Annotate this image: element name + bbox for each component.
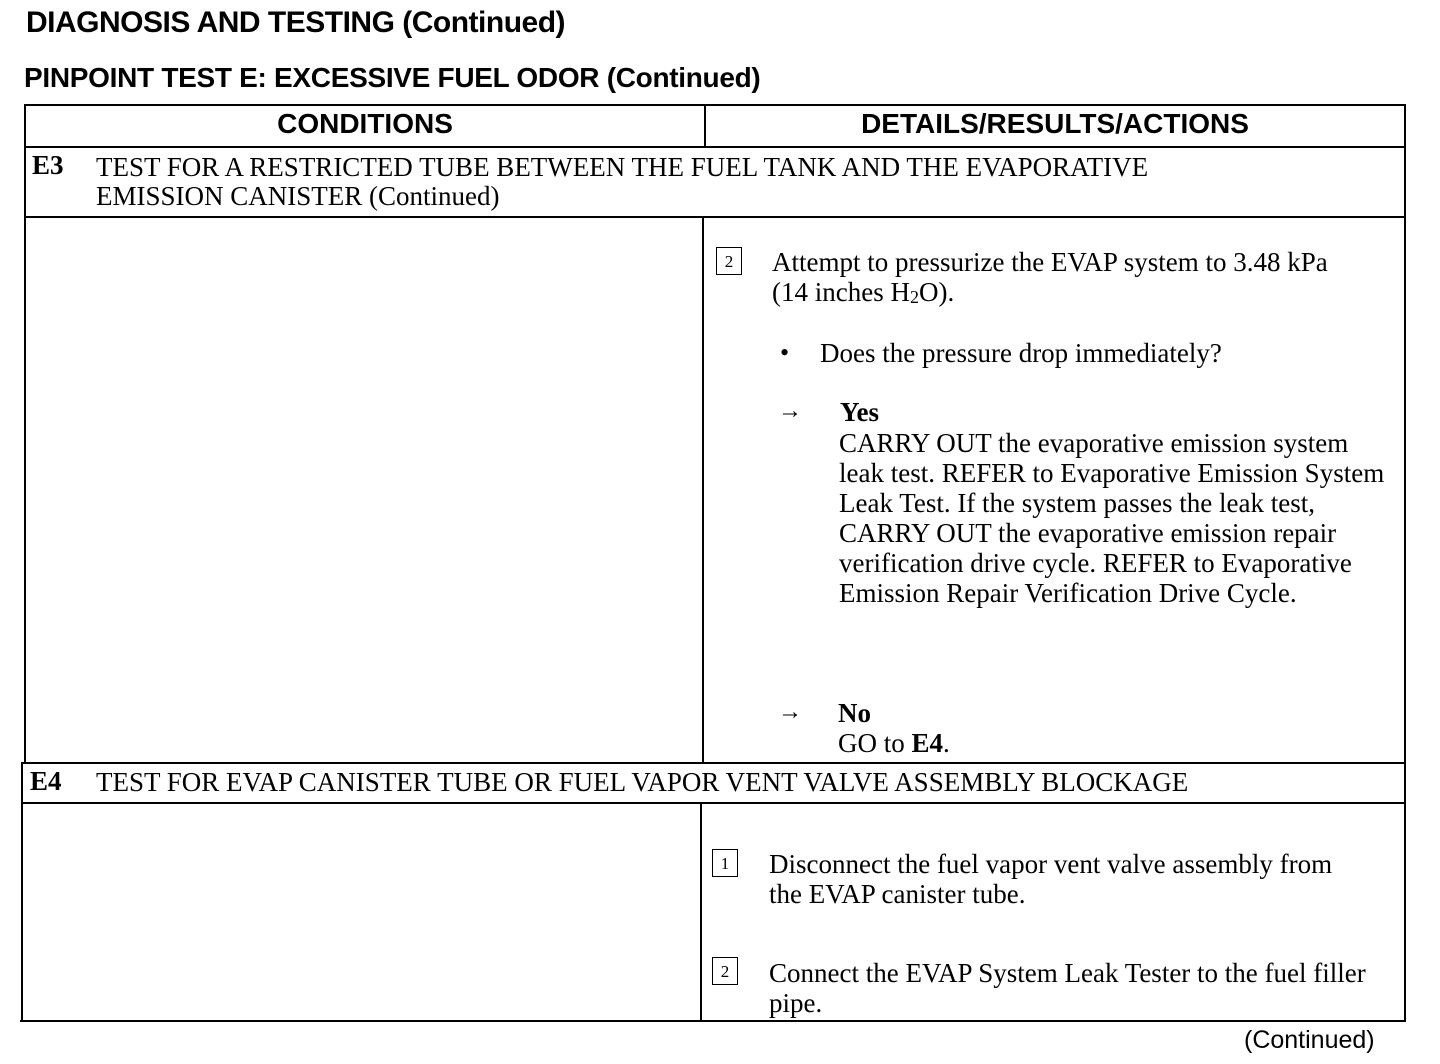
answer-yes-text: CARRY OUT the evaporative emission system leak test. REFER to Evaporative Emission System Leak Test. If the system passes the leak test, CARRY OUT the evaporative emission repair verification drive cycle. REFER to Evaporative Emission Repair Verification Drive Cycle. [839,428,1385,608]
answer-no-text [838,728,950,758]
e3-title-line-2: EMISSION CANISTER (Continued) [96,181,500,211]
table-top-border [24,104,1406,106]
table-bottom-border [20,1020,1404,1022]
e4-step-1-text: Disconnect the fuel vapor vent valve assembly from the EVAP canister tube. [769,849,1333,909]
e3-title-line-1: TEST FOR A RESTRICTED TUBE BETWEEN THE FUEL TANK AND THE EVAPORATIVE [96,152,1149,182]
e3-question: Does the pressure drop immediately? [820,338,1222,368]
e3-step-2-line-1: Attempt to pressurize the EVAP system to 3.48 kPa [772,247,1328,277]
go-to-reference: E4 [911,728,944,758]
pressure-text-end: O). [918,277,955,307]
step-number-box-2: 2 [716,247,742,275]
bullet-icon: • [780,338,790,367]
e3-step-2-line-2 [772,277,1402,312]
e3-column-divider [702,216,704,764]
header-bottom-border [24,146,1406,148]
table-left-border-upper [24,104,26,764]
e4-title: TEST FOR EVAP CANISTER TUBE OR FUEL VAPOR VENT VALVE ASSEMBLY BLOCKAGE [96,767,1189,797]
e3-title [96,153,1396,211]
e3-title-bottom-border [24,216,1406,218]
pressure-text: (14 inches H [772,277,910,307]
e4-column-divider [700,802,702,1022]
pinpoint-test-title: PINPOINT TEST E: EXCESSIVE FUEL ODOR (Continued) [24,62,761,93]
arrow-right-icon: → [778,398,802,424]
page-title: DIAGNOSIS AND TESTING (Continued) [26,6,566,39]
answer-no-label: No [838,698,871,728]
column-header-details: DETAILS/RESULTS/ACTIONS [861,108,1249,139]
table-right-border [1404,104,1406,1022]
step-id-e3: E3 [32,150,64,180]
water-subscript: 2 [909,287,919,307]
answer-yes-label: Yes [840,397,879,427]
go-to-period: . [943,728,950,758]
e4-step-2-text: Connect the EVAP System Leak Tester to the fuel filler pipe. [769,958,1366,1018]
step-id-e4: E4 [30,766,62,796]
continued-footer: (Continued) [1244,1026,1375,1054]
step-number-box-1: 1 [712,849,738,877]
step-number-box-2: 2 [712,957,738,985]
go-to-text: GO to [838,728,912,758]
column-header-conditions: CONDITIONS [277,108,453,139]
arrow-right-icon: → [778,699,802,725]
table-left-border-lower [21,762,23,1022]
e4-title-bottom-border [22,802,1404,804]
e4-title-top-border [22,762,1404,764]
e3-step-2-text [772,247,1402,312]
